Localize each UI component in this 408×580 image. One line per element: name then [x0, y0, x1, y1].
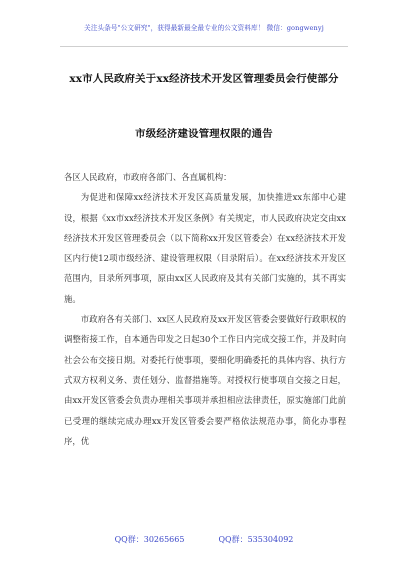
footer-qq-group-2: QQ群：535304092 [218, 535, 294, 544]
document-title-line1: xx市人民政府关于xx经济技术开发区管理委员会行使部分 [69, 73, 339, 85]
paragraph-1: 为促进和保障xx经济技术开发区高质量发展，加快推进xx东部中心建设，根据《xx市xx经济技术开发区条例》有关规定，市人民政府决定交由xx经济技术开发区管理委员会（以下简称xx开发区管委会）在xx经济技术开发区内行使12项市级经济、建设管理权限（目录附后）。在xx经济技术开发区范围内，目录所列事项，原由xx区人民政府及其有关部门实施的，其不再实施。 [64, 192, 346, 304]
salutation: 各区人民政府，市政府各部门、各直属机构： [64, 172, 232, 182]
footer [0, 534, 408, 545]
document-body [64, 167, 346, 451]
footer-qq-group-1: QQ群：30265665 [114, 535, 185, 544]
document-title-line2: 市级经济建设管理权限的通告 [135, 128, 273, 140]
paragraph-2: 市政府各有关部门、xx区人民政府及xx开发区管委会要做好行政职权的调整衔接工作，自本通告印发之日起30个工作日内完成交接工作，并及时向社会公布交接日期。对委托行使事项，要细化明确委托的具体内容、执行方式双方权利义务、责任划分、监督措施等。对授权行使事项自交接之日起，由xx开发区管委会负责办理相关事项并承担相应法律责任，原实施部门此前已受理的继续完成办理xx开发区管委会要严格依法规范办事，简化办事程序，优 [64, 314, 346, 446]
header-divider [60, 46, 348, 47]
header-banner: 关注头条号"公文研究"，获得最新最全最专业的公文资料库！ 微信：gongwenyj [84, 24, 324, 32]
